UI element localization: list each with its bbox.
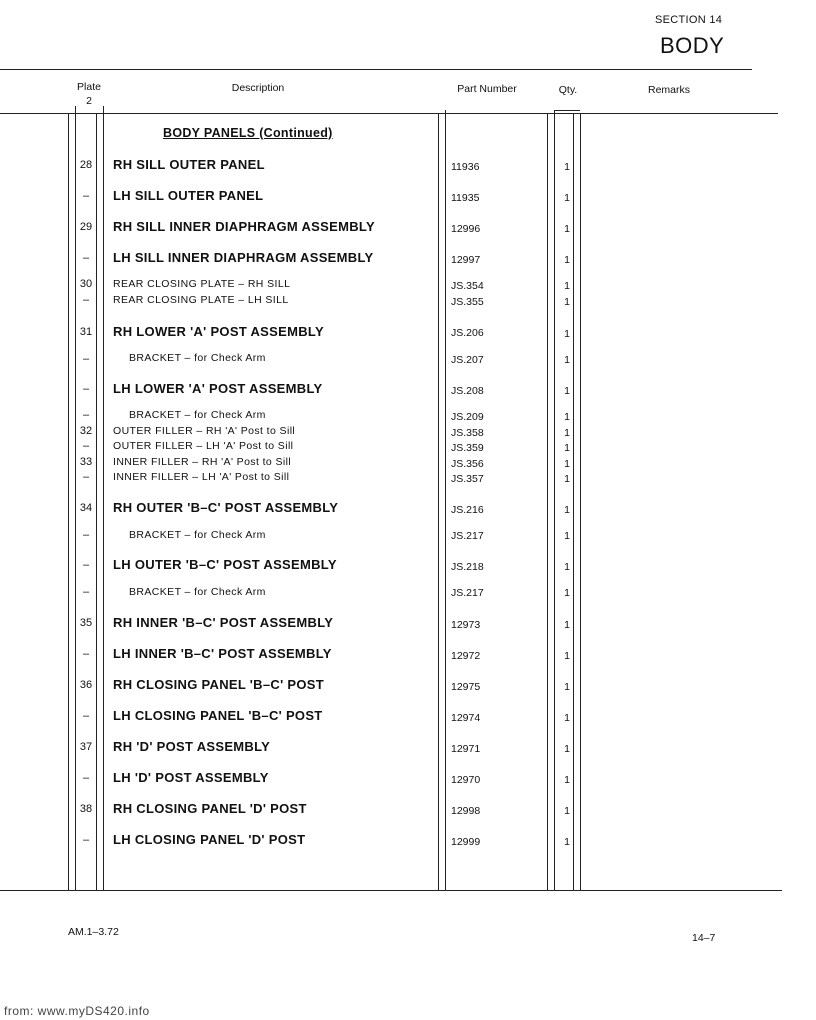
col-header-plate: Plate	[77, 81, 101, 93]
row-part-number: JS.356	[451, 458, 484, 470]
row-plate: –	[82, 409, 90, 421]
row-description: LH SILL INNER DIAPHRAGM ASSEMBLY	[113, 250, 374, 265]
col-line-plate-right-a	[103, 106, 104, 890]
row-qty: 1	[564, 561, 570, 573]
row-description: RH OUTER 'B–C' POST ASSEMBLY	[113, 500, 339, 515]
group-heading: BODY PANELS (Continued)	[163, 126, 333, 140]
row-qty: 1	[564, 280, 570, 292]
row-plate: 30	[79, 278, 93, 290]
row-plate: 35	[79, 617, 93, 629]
row-part-number: JS.354	[451, 280, 484, 292]
col-line-part-left-a	[445, 110, 446, 890]
row-qty: 1	[564, 743, 570, 755]
row-description: LH OUTER 'B–C' POST ASSEMBLY	[113, 557, 337, 572]
row-description: REAR CLOSING PLATE – RH SILL	[113, 278, 291, 290]
row-plate: –	[82, 383, 90, 395]
row-qty: 1	[564, 192, 570, 204]
row-part-number: JS.218	[451, 561, 484, 573]
row-qty: 1	[564, 427, 570, 439]
page-number: 14–7	[692, 932, 716, 944]
section-title: BODY	[660, 33, 725, 58]
row-plate: 32	[79, 425, 93, 437]
row-part-number: 12998	[451, 805, 481, 817]
row-plate: 33	[79, 456, 93, 468]
qty-box-top	[554, 110, 580, 111]
row-description: RH CLOSING PANEL 'D' POST	[113, 801, 307, 816]
row-part-number: JS.208	[451, 385, 484, 397]
row-part-number: 11935	[451, 192, 480, 204]
row-description: BRACKET – for Check Arm	[129, 586, 266, 598]
row-part-number: JS.355	[451, 296, 484, 308]
row-qty: 1	[564, 473, 570, 485]
row-description: LH CLOSING PANEL 'D' POST	[113, 832, 306, 847]
row-plate: 34	[79, 502, 93, 514]
row-plate: 36	[79, 679, 93, 691]
amendment-code: AM.1–3.72	[68, 926, 119, 938]
row-description: INNER FILLER – RH 'A' Post to Sill	[113, 456, 292, 468]
row-description: INNER FILLER – LH 'A' Post to Sill	[113, 471, 290, 483]
col-line-qty-left-a	[554, 110, 555, 890]
row-qty: 1	[564, 411, 570, 423]
row-qty: 1	[564, 619, 570, 631]
row-description: LH 'D' POST ASSEMBLY	[113, 770, 269, 785]
row-plate: 28	[79, 159, 93, 171]
row-part-number: 12997	[451, 254, 481, 266]
row-qty: 1	[564, 254, 570, 266]
row-part-number: 11936	[451, 161, 480, 173]
row-part-number: JS.357	[451, 473, 484, 485]
bottom-rule	[0, 890, 782, 891]
row-qty: 1	[564, 836, 570, 848]
row-part-number: JS.209	[451, 411, 484, 423]
row-plate: –	[82, 772, 90, 784]
row-description: LH LOWER 'A' POST ASSEMBLY	[113, 381, 323, 396]
row-description: RH LOWER 'A' POST ASSEMBLY	[113, 324, 324, 339]
row-description: RH INNER 'B–C' POST ASSEMBLY	[113, 615, 334, 630]
row-plate: –	[82, 190, 90, 202]
row-description: LH CLOSING PANEL 'B–C' POST	[113, 708, 323, 723]
row-plate: –	[82, 294, 90, 306]
row-qty: 1	[564, 385, 570, 397]
row-plate: –	[82, 710, 90, 722]
row-plate: –	[82, 529, 90, 541]
header-rule	[0, 113, 778, 114]
row-plate: –	[82, 471, 90, 483]
col-line-part-left-b	[438, 113, 439, 890]
row-part-number: 12974	[451, 712, 481, 724]
row-description: BRACKET – for Check Arm	[129, 352, 266, 364]
row-description: LH SILL OUTER PANEL	[113, 188, 264, 203]
row-plate: –	[82, 252, 90, 264]
row-qty: 1	[564, 354, 570, 366]
row-plate: 38	[79, 803, 93, 815]
row-plate: –	[82, 648, 90, 660]
row-qty: 1	[564, 223, 570, 235]
row-part-number: JS.206	[451, 327, 484, 339]
row-part-number: JS.216	[451, 504, 484, 516]
row-description: BRACKET – for Check Arm	[129, 529, 266, 541]
row-description: BRACKET – for Check Arm	[129, 409, 266, 421]
col-header-part-number: Part Number	[457, 83, 517, 95]
row-part-number: 12973	[451, 619, 481, 631]
row-plate: –	[82, 559, 90, 571]
row-description: LH INNER 'B–C' POST ASSEMBLY	[113, 646, 332, 661]
row-part-number: 12996	[451, 223, 481, 235]
row-description: RH SILL OUTER PANEL	[113, 157, 265, 172]
row-part-number: 12999	[451, 836, 481, 848]
row-plate: –	[82, 834, 90, 846]
row-plate: 37	[79, 741, 93, 753]
row-part-number: JS.217	[451, 587, 484, 599]
row-qty: 1	[564, 587, 570, 599]
row-part-number: JS.217	[451, 530, 484, 542]
row-qty: 1	[564, 442, 570, 454]
row-plate: 31	[79, 326, 93, 338]
col-header-description: Description	[231, 82, 285, 94]
row-part-number: 12971	[451, 743, 481, 755]
row-qty: 1	[564, 504, 570, 516]
row-plate: –	[82, 586, 90, 598]
row-qty: 1	[564, 530, 570, 542]
section-label: SECTION 14	[655, 14, 723, 26]
row-plate: –	[82, 440, 90, 452]
top-rule	[0, 69, 752, 70]
row-qty: 1	[564, 805, 570, 817]
col-line-plate-right-b	[96, 113, 97, 890]
row-description: RH 'D' POST ASSEMBLY	[113, 739, 271, 754]
row-part-number: 12975	[451, 681, 481, 693]
row-qty: 1	[564, 712, 570, 724]
row-plate: 29	[79, 221, 93, 233]
row-qty: 1	[564, 681, 570, 693]
col-header-plate-number: 2	[86, 95, 92, 107]
col-header-remarks: Remarks	[647, 84, 690, 96]
row-qty: 1	[564, 650, 570, 662]
row-description: OUTER FILLER – LH 'A' Post to Sill	[113, 440, 294, 452]
row-description: OUTER FILLER – RH 'A' Post to Sill	[113, 425, 296, 437]
row-plate: –	[82, 353, 90, 365]
col-header-qty: Qty.	[558, 84, 578, 96]
row-qty: 1	[564, 328, 570, 340]
row-part-number: 12972	[451, 650, 481, 662]
row-qty: 1	[564, 458, 570, 470]
row-description: RH CLOSING PANEL 'B–C' POST	[113, 677, 324, 692]
row-description: REAR CLOSING PLATE – LH SILL	[113, 294, 289, 306]
row-part-number: JS.358	[451, 427, 484, 439]
row-part-number: 12970	[451, 774, 481, 786]
row-qty: 1	[564, 161, 570, 173]
row-qty: 1	[564, 774, 570, 786]
row-part-number: JS.359	[451, 442, 484, 454]
row-qty: 1	[564, 296, 570, 308]
col-line-qty-left-b	[547, 113, 548, 890]
row-part-number: JS.207	[451, 354, 484, 366]
col-line-qty-right-a	[580, 113, 581, 890]
row-description: RH SILL INNER DIAPHRAGM ASSEMBLY	[113, 219, 375, 234]
source-watermark: from: www.myDS420.info	[4, 1004, 150, 1018]
col-line-plate-left-b	[68, 113, 69, 890]
